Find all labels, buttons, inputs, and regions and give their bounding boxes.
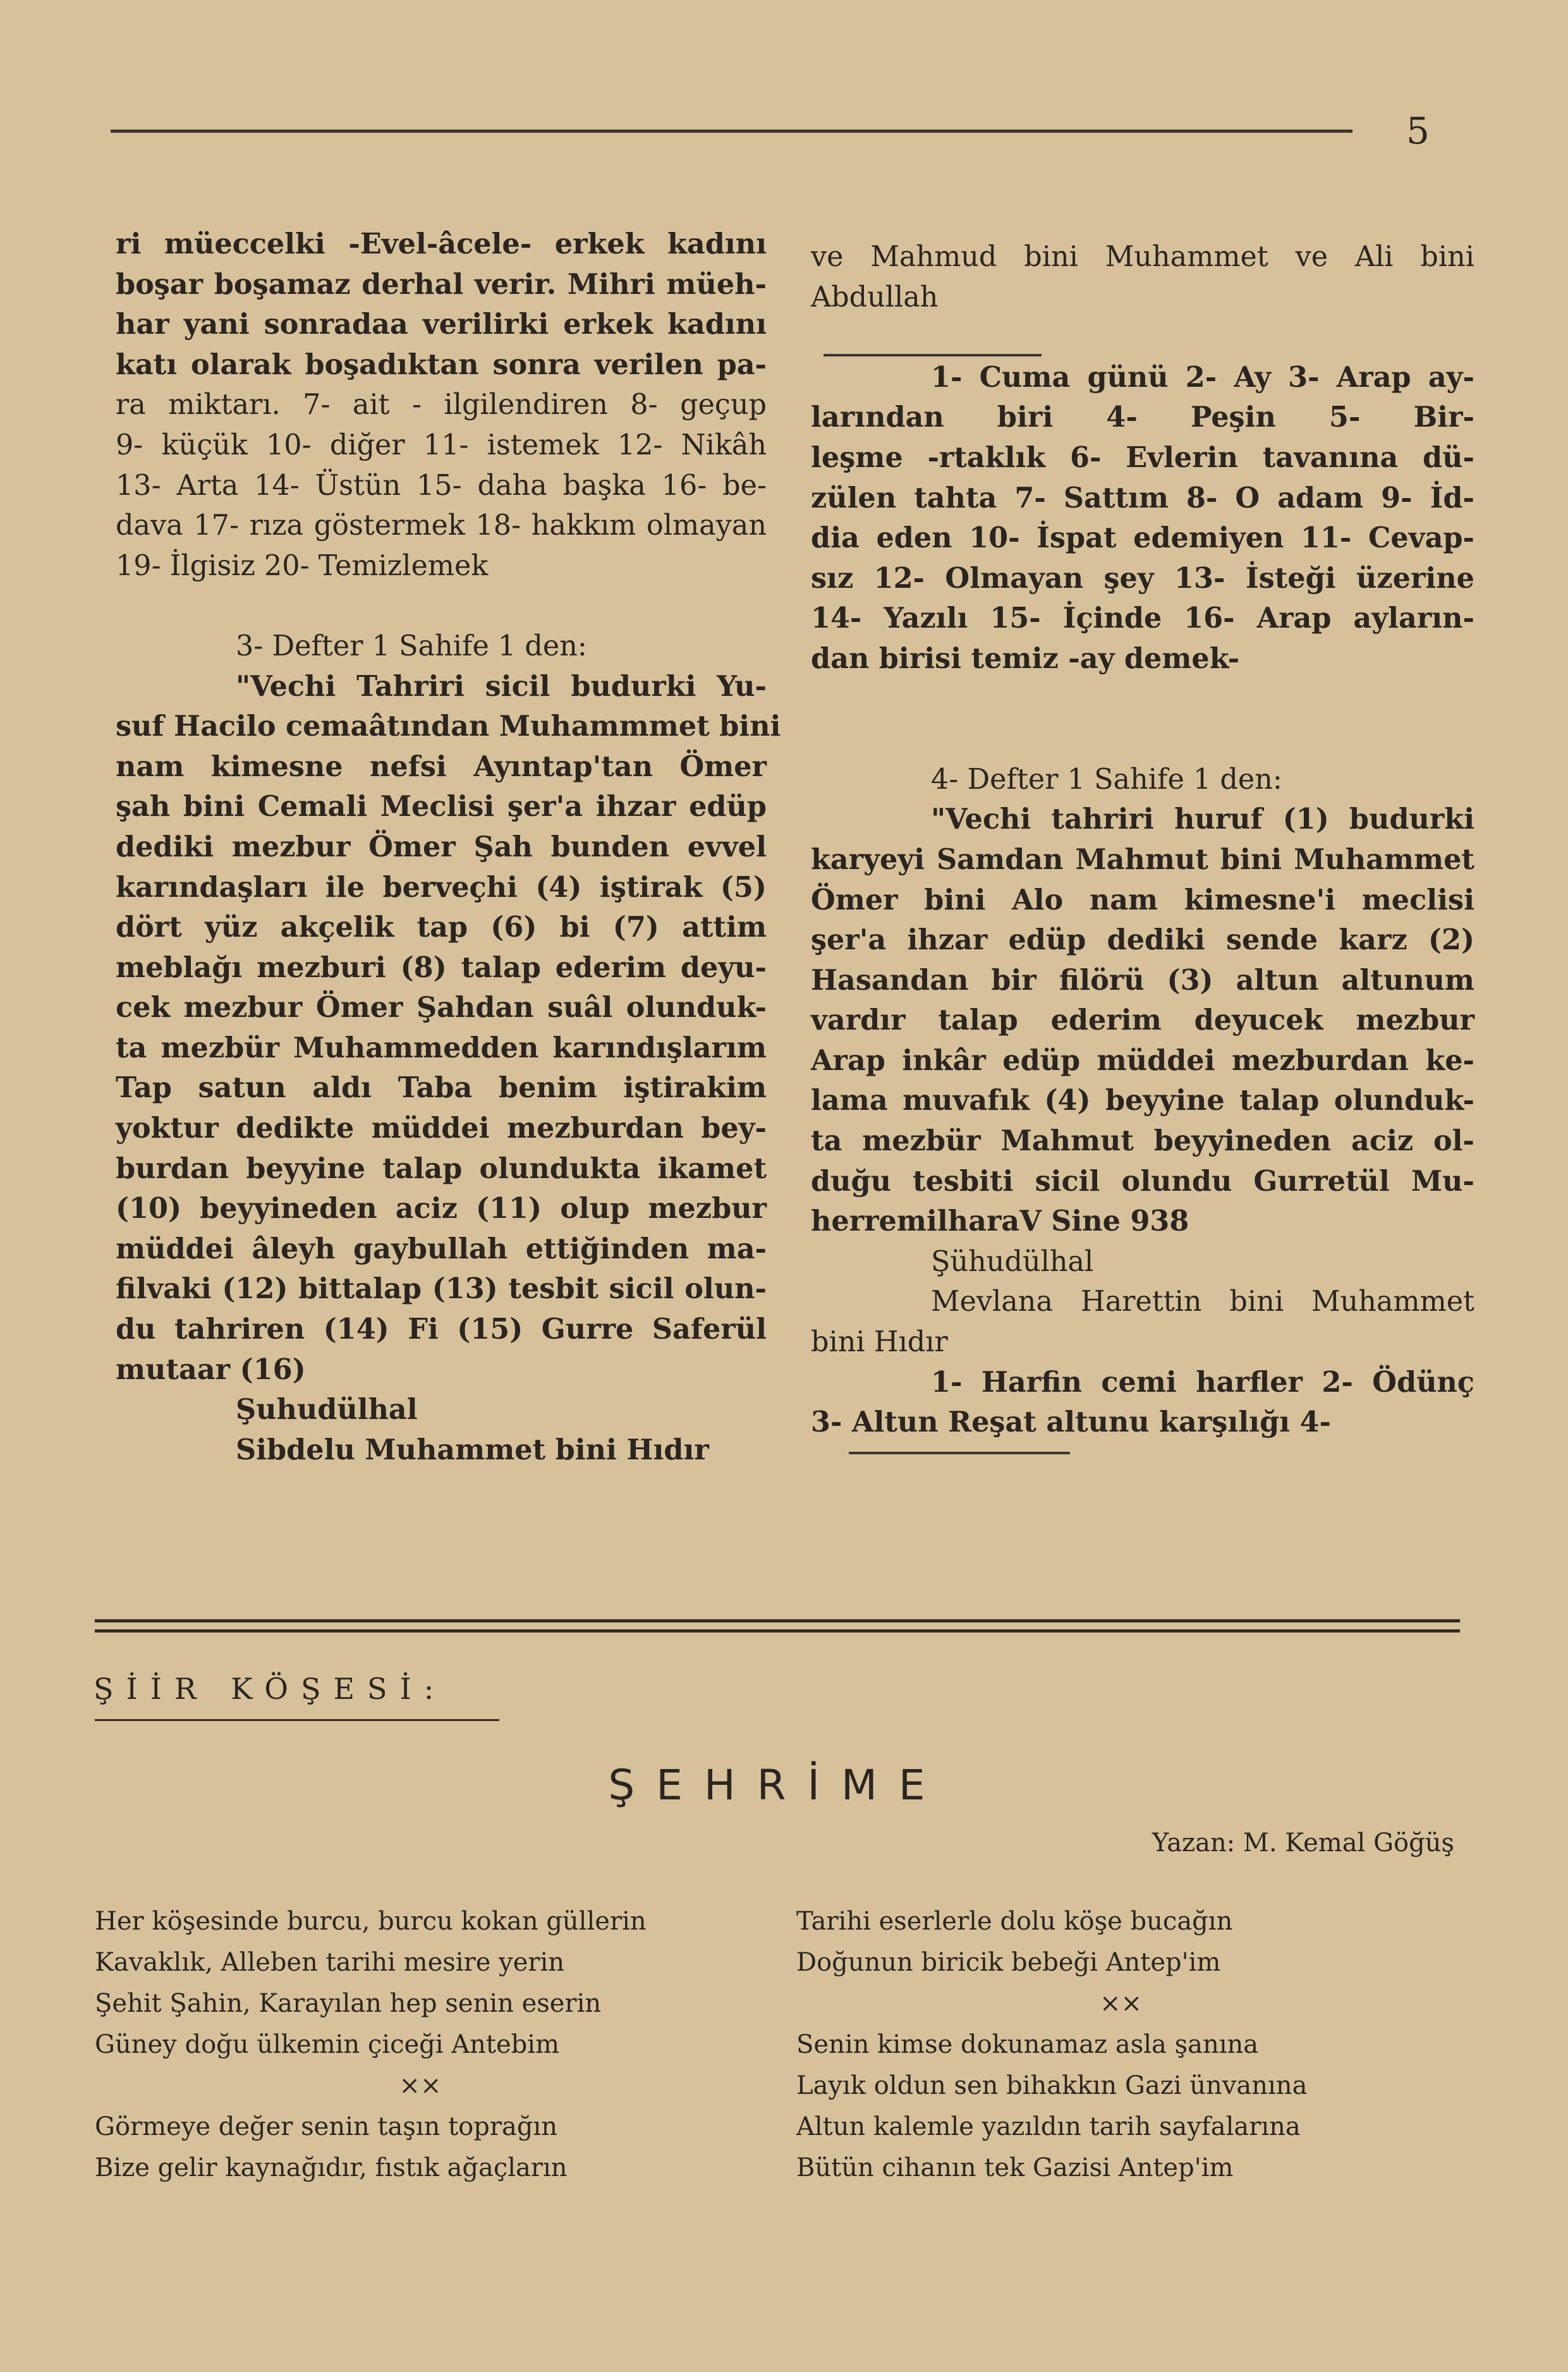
text-line: lama muvafık (4) beyyine talap olunduk- — [811, 1084, 1474, 1117]
text-line: vardır talap ederim deyucek mezbur — [811, 1004, 1474, 1037]
footnote-line: 1- Harfin cemi harfler 2- Ödünç — [931, 1365, 1474, 1399]
poem-line: Bize gelir kaynağıdır, fıstık ağaçların — [95, 2153, 568, 2182]
text-line: şer'a ihzar edüp dediki sende karz (2) — [811, 923, 1474, 957]
glossary-line: sız 12- Olmayan şey 13- İsteği üzerine — [811, 561, 1474, 595]
separator-rule — [824, 354, 1042, 356]
footnote-line: 3- Altun Reşat altunu karşılığı 4- — [811, 1406, 1332, 1439]
stanza-ornament: ×× — [1100, 1989, 1143, 2018]
text-line: 9- küçük 10- diğer 11- istemek 12- Nikâh — [116, 429, 767, 461]
stanza-ornament: ×× — [399, 2071, 442, 2100]
text-line: boşar boşamaz derhal verir. Mihri müeh- — [116, 267, 767, 301]
poem-line: Senin kimse dokunamaz asla şanına — [796, 2030, 1259, 2059]
poem-line: Kavaklık, Alleben tarihi mesire yerin — [95, 1948, 565, 1977]
text-line: müddei âleyh gaybullah ettiğinden ma- — [116, 1232, 767, 1265]
poem-line: Görmeye değer senin taşın toprağın — [95, 2112, 557, 2141]
poem-line: Bütün cihanın tek Gazisi Antep'im — [796, 2153, 1234, 2182]
text-line: Tap satun aldı Taba benim iştirakim — [116, 1071, 767, 1105]
glossary-line: larından biri 4- Peşin 5- Bir- — [811, 401, 1474, 434]
separator-rule — [849, 1452, 1070, 1454]
text-line: ta mezbür Mahmut beyyineden aciz ol- — [811, 1124, 1474, 1158]
defter-heading: 4- Defter 1 Sahife 1 den: — [931, 763, 1282, 796]
text-line: Hasandan bir filörü (3) altun altunum — [811, 963, 1474, 997]
poem-line: Tarihi eserlerle dolu köşe bucağın — [796, 1907, 1233, 1936]
text-line: (10) beyyineden aciz (11) olup mezbur — [116, 1192, 767, 1226]
defter-heading: 3- Defter 1 Sahife 1 den: — [236, 629, 587, 662]
glossary-line: dan birisi temiz -ay demek- — [811, 642, 1240, 675]
poem-line: Layık oldun sen bihakkın Gazi ünvanına — [796, 2071, 1308, 2100]
text-line: karındaşları ile berveçhi (4) iştirak (5) — [116, 870, 767, 904]
text-line: ta mezbür Muhammedden karındışlarım — [116, 1031, 767, 1064]
text-line: nam kimesne nefsi Ayıntap'tan Ömer — [116, 750, 767, 783]
text-line: Arap inkâr edüp müddei mezburdan ke- — [811, 1043, 1474, 1077]
signature-title: Şühudülhal — [931, 1245, 1094, 1278]
poem-left-column — [95, 1901, 746, 2189]
glossary-line: zülen tahta 7- Sattım 8- O adam 9- İd- — [811, 481, 1474, 514]
left-column — [116, 224, 781, 1470]
text-line: Ömer bini Alo nam kimesne'i meclisi — [811, 883, 1474, 916]
signature-line: Mevlana Harettin bini Muhammet — [931, 1286, 1474, 1318]
text-line: dediki mezbur Ömer Şah bunden evvel — [116, 830, 767, 863]
poem-right-column — [796, 1901, 1466, 2189]
glossary-line: leşme -rtaklık 6- Evlerin tavanına dü- — [811, 441, 1474, 474]
text-line: ri müeccelki -Evel-âcele- erkek kadını — [116, 228, 767, 260]
glossary-line: dia eden 10- İspat edemiyen 11- Cevap- — [811, 521, 1474, 555]
text-line: karyeyi Samdan Mahmut bini Muhammet — [811, 842, 1474, 876]
section-title: ŞİİR KÖŞESİ: — [94, 1672, 447, 1706]
poem-line: Her köşesinde burcu, burcu kokan güllerin — [95, 1907, 647, 1936]
signature-name: Sibdelu Muhammet bini Hıdır — [236, 1433, 709, 1466]
glossary-line: 14- Yazılı 15- İçinde 16- Arap ayların- — [811, 602, 1474, 635]
text-line: ve Mahmud bini Muhammet ve Ali bini — [811, 241, 1474, 273]
text-line: herremilharaV Sine 938 — [811, 1205, 1189, 1238]
text-line: har yani sonradaa verilirki erkek kadını — [116, 308, 767, 341]
text-line: cek mezbur Ömer Şahdan suâl olunduk- — [116, 991, 767, 1025]
text-line: şah bini Cemali Meclisi şer'a ihzar edüp — [116, 790, 767, 824]
text-line: burdan beyyine talap olundukta ikamet — [116, 1152, 767, 1185]
text-line: du tahriren (14) Fi (15) Gurre Saferül — [116, 1313, 767, 1346]
section-divider-rule — [95, 1629, 1460, 1633]
page-number: 5 — [1406, 109, 1430, 152]
right-column — [811, 237, 1474, 1443]
section-divider-rule — [95, 1619, 1460, 1622]
section-title-underline — [95, 1719, 499, 1721]
poem-line: Güney doğu ülkemin çiceği Antebim — [95, 2030, 559, 2059]
text-line: suf Hacilo cemaâtından Muhammmet bini — [116, 710, 781, 743]
poem-title: ŞEHRİME — [608, 1761, 947, 1809]
text-line: dört yüz akçelik tap (6) bi (7) attim — [116, 911, 767, 944]
text-line: dava 17- rıza göstermek 18- hakkım olmayan — [116, 509, 767, 542]
text-line: "Vechi Tahriri sicil budurki Yu- — [236, 669, 767, 703]
poem-author: Yazan: M. Kemal Göğüş — [1152, 1828, 1454, 1858]
signature-line: bini Hıdır — [811, 1326, 948, 1359]
text-line: ra miktarı. 7- ait - ilgilendiren 8- geçup — [116, 389, 767, 422]
text-line: katı olarak boşadıktan sonra verilen pa- — [116, 348, 767, 381]
poem-line: Altun kalemle yazıldın tarih sayfalarına — [796, 2112, 1301, 2141]
text-line: duğu tesbiti sicil olundu Gurretül Mu- — [811, 1164, 1474, 1198]
text-line: yoktur dedikte müddei mezburdan bey- — [116, 1112, 767, 1145]
header-rule — [111, 130, 1352, 133]
text-line: 19- İlgisiz 20- Temizlemek — [116, 549, 489, 582]
text-line: meblağı mezburi (8) talap ederim deyu- — [116, 951, 767, 984]
text-line: 13- Arta 14- Üstün 15- daha başka 16- be- — [116, 469, 767, 502]
text-line: Abdullah — [811, 281, 939, 313]
poem-line: Şehit Şahin, Karayılan hep senin eserin — [95, 1989, 602, 2018]
poem-line: Doğunun biricik bebeği Antep'im — [796, 1948, 1221, 1977]
glossary-line: 1- Cuma günü 2- Ay 3- Arap ay- — [931, 360, 1474, 394]
text-line: mutaar (16) — [116, 1353, 306, 1386]
text-line: filvaki (12) bittalap (13) tesbit sicil olun- — [116, 1272, 767, 1306]
text-line: "Vechi tahriri huruf (1) budurki — [931, 803, 1474, 836]
signature-title: Şuhudülhal — [236, 1393, 418, 1426]
